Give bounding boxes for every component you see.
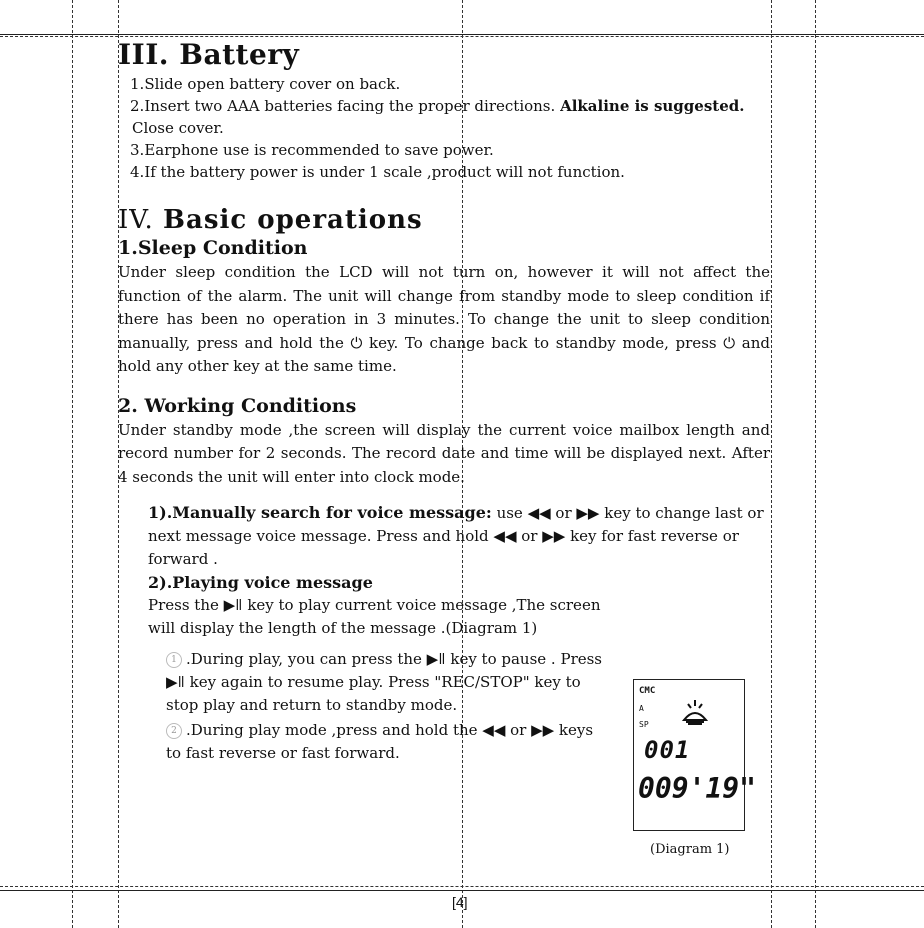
sub-item-pause: 1 .During play, you can press the ▶ǁ key to pause . Press ▶ǁ key again to resume play. Press "REC/STOP" key to stop play and return to standby mode. bbox=[166, 650, 603, 714]
basic-operations-heading: IV. Basic operations bbox=[118, 205, 423, 235]
playing-message-item: 2).Playing voice message Press the ▶ǁ key to play current voice message ,The screen will display the length of the message .(Diagram 1) bbox=[148, 573, 601, 637]
lcd-a-label: A bbox=[639, 704, 644, 713]
sub-item-fast: 2 .During play mode ,press and hold the ◀◀ or ▶▶ keys to fast reverse or fast forward. bbox=[166, 721, 594, 762]
manual-search-item: 1).Manually search for voice message: use ◀◀ or ▶▶ key to change last or next message voice message. Press and hold ◀◀ or ▶▶ key for fast reverse or forward . bbox=[148, 503, 764, 568]
battery-list bbox=[118, 73, 770, 183]
page-number: [4] bbox=[452, 894, 468, 910]
page-edge-bottom bbox=[0, 890, 924, 891]
lcd-time-display: 009'19" bbox=[638, 772, 757, 805]
lcd-sp-label: SP bbox=[639, 720, 649, 729]
battery-item-2: 2.Insert two AAA batteries facing the proper directions. Alkaline is suggested. Close cover. bbox=[130, 97, 745, 137]
alarm-bell-icon bbox=[678, 696, 712, 730]
sleep-condition-heading: 1.Sleep Condition bbox=[118, 237, 308, 259]
guide-line-bottom bbox=[0, 886, 924, 887]
lcd-diagram bbox=[633, 679, 757, 831]
circle-number-1: 1 bbox=[166, 652, 182, 668]
guide-line-margin-right bbox=[771, 0, 772, 928]
working-conditions-heading: 2. Working Conditions bbox=[118, 394, 357, 417]
sleep-condition-text: Under sleep condition the LCD will not turn on, however it will not affect the function of the alarm. The unit will change from standby mode to sleep condition if there has been no operation in 3 minutes. To change the unit to sleep condition manually, press and hold the ⏻ key. To change back to standby mode, press ⏻ and hold any other key at the same time. bbox=[118, 263, 770, 375]
battery-item-1: 1.Slide open battery cover on back. bbox=[130, 75, 401, 93]
battery-item-4: 4.If the battery power is under 1 scale ,product will not function. bbox=[130, 163, 625, 181]
lcd-record-number: 001 bbox=[644, 736, 691, 764]
guide-line-left bbox=[72, 0, 73, 928]
battery-item-3: 3.Earphone use is recommended to save power. bbox=[130, 141, 494, 159]
circle-number-2: 2 bbox=[166, 723, 182, 739]
lcd-mode-label: CMC bbox=[639, 686, 656, 696]
diagram-caption: (Diagram 1) bbox=[650, 842, 730, 857]
guide-line-right bbox=[815, 0, 816, 928]
working-conditions-text: Under standby mode ,the screen will display the current voice mailbox length and record number for 2 seconds. The record date and time will be displayed next. After 4 seconds the unit will enter into clock mode. bbox=[118, 420, 770, 486]
playing-sub-items bbox=[166, 648, 606, 765]
battery-heading: III. Battery bbox=[118, 38, 300, 71]
document-content bbox=[118, 34, 770, 765]
